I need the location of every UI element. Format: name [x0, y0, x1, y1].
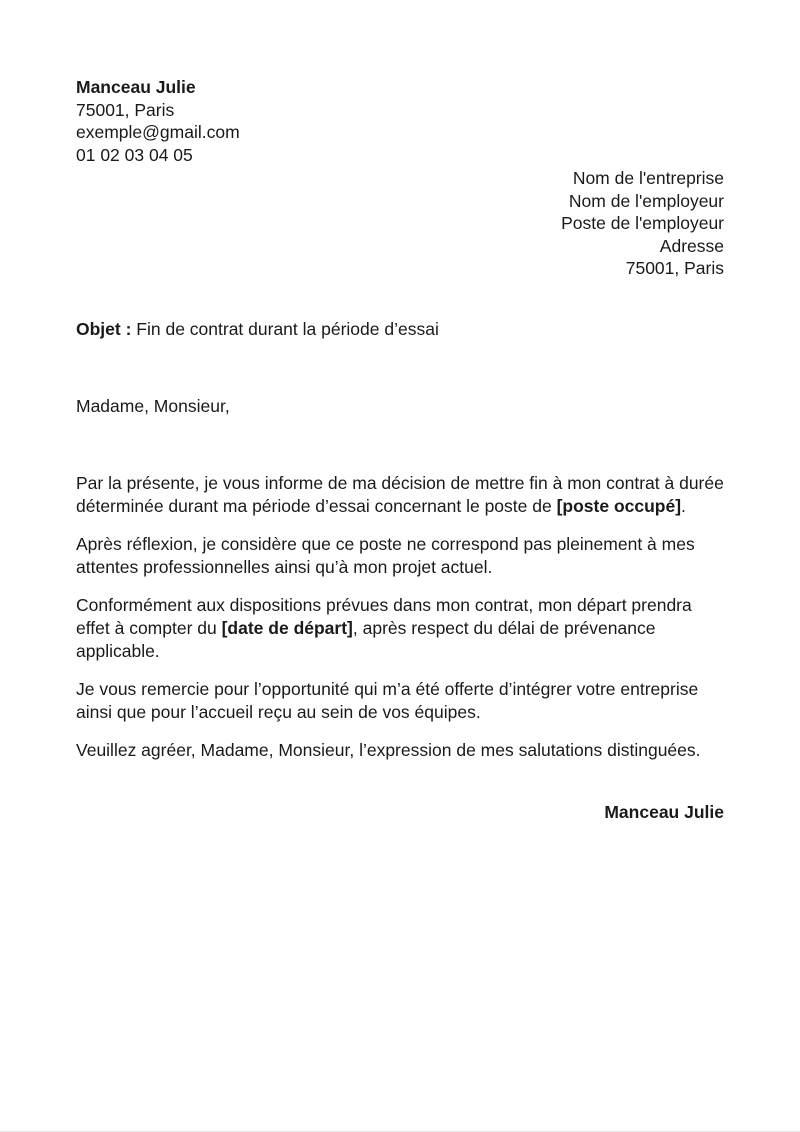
subject-line [76, 318, 439, 341]
recipient-block [561, 167, 724, 280]
paragraph-3 [76, 594, 726, 662]
signature: Manceau Julie [604, 802, 724, 822]
paragraph-2: Après réflexion, je considère que ce poste ne correspond pas pleinement à mes attentes professionnelles ainsi qu’à mon projet actuel. [76, 534, 695, 577]
paragraph-1 [76, 472, 726, 517]
sender-city: 75001, Paris [76, 99, 175, 120]
sender-block [76, 76, 240, 166]
paragraph-5: Veuillez agréer, Madame, Monsieur, l’expression de mes salutations distinguées. [76, 740, 701, 761]
recipient-employer: Nom de l'employeur [568, 190, 724, 211]
paragraph-3-text: Conformément aux dispositions prévues dans mon contrat, mon départ prendra effet à compter du [76, 595, 692, 638]
subject-text: Fin de contrat durant la période d’essai [136, 319, 439, 339]
recipient-company: Nom de l'entreprise [572, 168, 724, 188]
paragraph-1-end: . [681, 495, 686, 516]
paragraph-3-end: , après respect du délai de prévenance applicable. [76, 617, 656, 661]
paragraph-4: Je vous remercie pour l’opportunité qui m’a été offerte d’intégrer votre entreprise ainsi que pour l’accueil reçu au sein de vos équipes. [76, 679, 699, 722]
subject-label: Objet : [76, 319, 132, 339]
sender-phone: 01 02 03 04 05 [76, 144, 193, 165]
recipient-city: 75001, Paris [625, 258, 724, 279]
position-placeholder: [poste occupé] [556, 495, 682, 516]
sender-email: exemple@gmail.com [76, 122, 240, 143]
date-placeholder: [date de départ] [221, 617, 353, 638]
sender-name: Manceau Julie [76, 77, 196, 97]
salutation: Madame, Monsieur, [76, 396, 230, 416]
letter-body [76, 472, 726, 778]
paragraph-1-text: Par la présente, je vous informe de ma décision de mettre fin à mon contrat à durée déterminée durant ma période d’essai concernant le poste de [76, 473, 724, 516]
recipient-address: Adresse [659, 235, 724, 256]
recipient-position: Poste de l'employeur [561, 213, 724, 234]
